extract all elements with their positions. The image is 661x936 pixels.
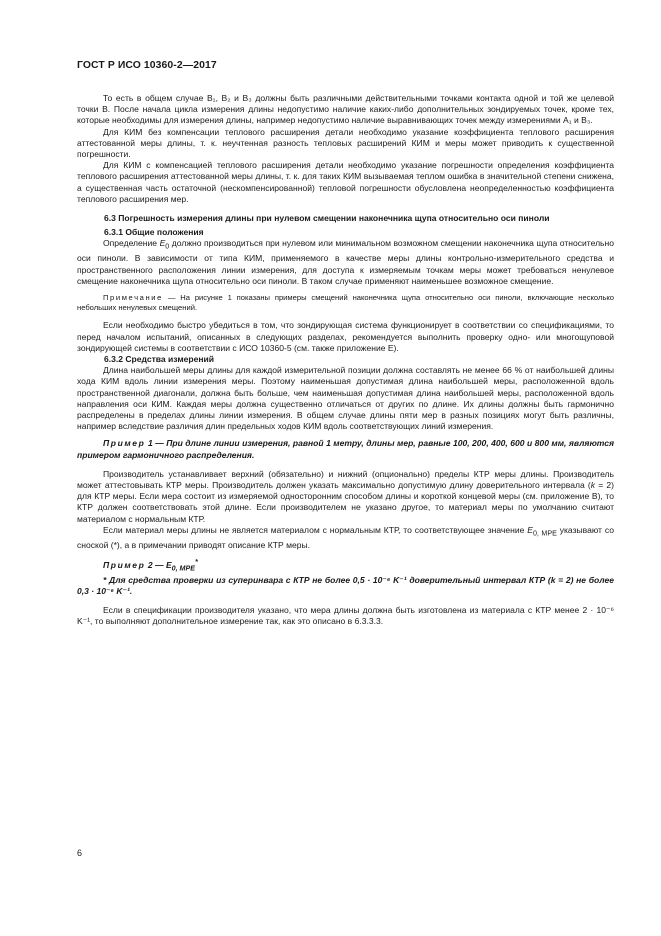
example-2-footnote: * Для средства проверки из суперинвара с КТР не более 0,5 · 10⁻⁶ K⁻¹ доверительный интервал КТР (k = 2) не более 0,3 · 10⁻⁶ K⁻¹. <box>77 574 614 596</box>
example-2 <box>77 557 614 575</box>
symbol-e: E <box>527 524 533 535</box>
section-heading-6-3: 6.3 Погрешность измерения длины при нулевом смещении наконечника щупа относительно оси пиноли <box>104 213 550 224</box>
paragraph-e0-definition <box>77 238 614 287</box>
example-1 <box>77 438 614 460</box>
symbol-e: E <box>159 238 166 249</box>
paragraph-non-normal-ctr <box>77 525 614 551</box>
paragraph-gauge-length: Длина наибольшей меры длины для каждой измерительной позиции должна составлять не менее 66 % от наибольшей длины хода КИМ вдоль линии измерения меры. Поэтому наименьшая допустимая длина наибольшей меры, расположенной вдоль пространственной диагонали, должна быть больше, чем наименьшая допустимая длина наибольшей меры, расположенной вдоль направления оси КИМ. Каждая меры должна существенно отличаться от других по длине. Их длины должны быть гармонично распределены в пределах длины линии измерения. В общем случае длины пяти мер в разных позициях могут быть различны, например вследствие различия длин предельных ходов КИМ вдоль соответствующих линий измерения. <box>77 365 614 432</box>
paragraph-thermal-compensation: Для КИМ с компенсацией теплового расширения детали необходимо указание погрешности определения коэффициента теплового расширения аттестованной меры длины, т. к. для таких КИМ вызываемая теплом ошибка в значительной степени снижена, а существенная часть остаточной (нескомпенсированной) тепловой погрешности обусловлена неопределенностью коэффициента теплового расширения мер. <box>77 160 614 204</box>
symbol-subscript: 0 <box>165 243 170 252</box>
example-text: 2 — <box>145 559 166 570</box>
text-segment: Если материал меры длины не является материалом с нормальным КТР, то соответствующее значение <box>103 524 528 535</box>
page-content <box>77 93 614 627</box>
paragraph-ctr-limits <box>77 469 614 525</box>
section-heading-6-3-2: 6.3.2 Средства измерений <box>104 353 215 364</box>
note <box>77 293 614 312</box>
example-text: 1 — При длине линии измерения, равной 1 метру, длины мер, равные 100, 200, 400, 600 и 800 мм, являются примером гармоничного распределения. <box>77 438 614 460</box>
text-segment: должно производиться при нулевом или минимальном возможном смещении наконечника щупа относительно оси пиноли. В зависимости от типа КИМ, применяемого в качестве меры длины контрольно-измерительного средства и пространственного расположения линии измерения, для доступа к измеряемым точкам меры может требоваться ненулевое смещение наконечника щупа относительно оси пиноли. В таком случае применяют наименьшее возможное смещение. <box>77 238 614 286</box>
paragraph-contact-points: То есть в общем случае B₁, B₂ и B₃ должны быть различными действительными точками контакта одной и той же целевой точки B. После начала цикла измерения длины недопустимо наличие каких-либо дополнительных зондируемых точек, кроме тех, которые необходимы для измерения длины, например недопустимо наличие выравнивающих точек между измерениями A₁ и B₃. <box>77 93 614 126</box>
page-header: ГОСТ Р ИСО 10360-2—2017 <box>77 60 217 71</box>
example-label: Пример <box>103 438 146 449</box>
text-segment: указывают со сноской (*), а в примечании приводят описание КТР меры. <box>77 524 614 550</box>
symbol-subscript: 0, MPE <box>532 529 557 538</box>
page-number: 6 <box>77 848 83 858</box>
symbol-k: k <box>590 480 596 490</box>
example-label: Пример <box>103 559 146 570</box>
symbol-e: E <box>165 559 172 570</box>
text-segment: Производитель устанавливает верхний (обязательно) и нижний (опционально) пределы КТР меры длины. Производитель может аттестовывать КТР меры. Производитель должен указать максимально допустимую длину доверительного интервала ( <box>77 468 614 490</box>
paragraph-low-ctr-material: Если в спецификации производителя указано, что мера длины должна быть изготовлена из материала с КТР менее 2 · 10⁻⁶ K⁻¹, то выполняют дополнительное измерение так, как это описано в 6.3.3.3. <box>77 605 614 627</box>
note-text: — На рисунке 1 показаны примеры смещений наконечника щупа относительно оси пиноли, включающие несколько небольших ненулевых смещений. <box>77 292 614 312</box>
paragraph-no-thermal-compensation: Для КИМ без компенсации теплового расширения детали необходимо указание коэффициента теплового расширения аттестованной меры длины, т. к. неучтенная разность тепловых расширений КИМ и меры может приводить к существенной погрешности. <box>77 126 614 160</box>
symbol-subscript: 0, MPE <box>171 564 195 573</box>
text-segment: = 2) для КТР меры. Если мера состоит из измеряемой односторонним способом длины и короткой концевой меры (см. приложение B), то КТР должен соответствовать этой длине. Если производителем не указано другое, то материал меры по умолчанию считают материалом с нормальным КТР. <box>77 480 614 524</box>
section-heading-6-3-1: 6.3.1 Общие положения <box>104 227 204 238</box>
footnote-mark: * <box>194 557 198 566</box>
paragraph-probe-check: Если необходимо быстро убедиться в том, что зондирующая система функционирует в соответствии со спецификациями, то перед началом испытаний, описанных в следующих разделах, рекомендуется выполнить проверку одно- или многощуповой зондирующей системы в соответствии с ИСО 10360-5 (см. также приложение E). <box>77 320 614 353</box>
text-segment: Определение <box>103 238 160 249</box>
note-label: Примечание <box>103 292 163 302</box>
